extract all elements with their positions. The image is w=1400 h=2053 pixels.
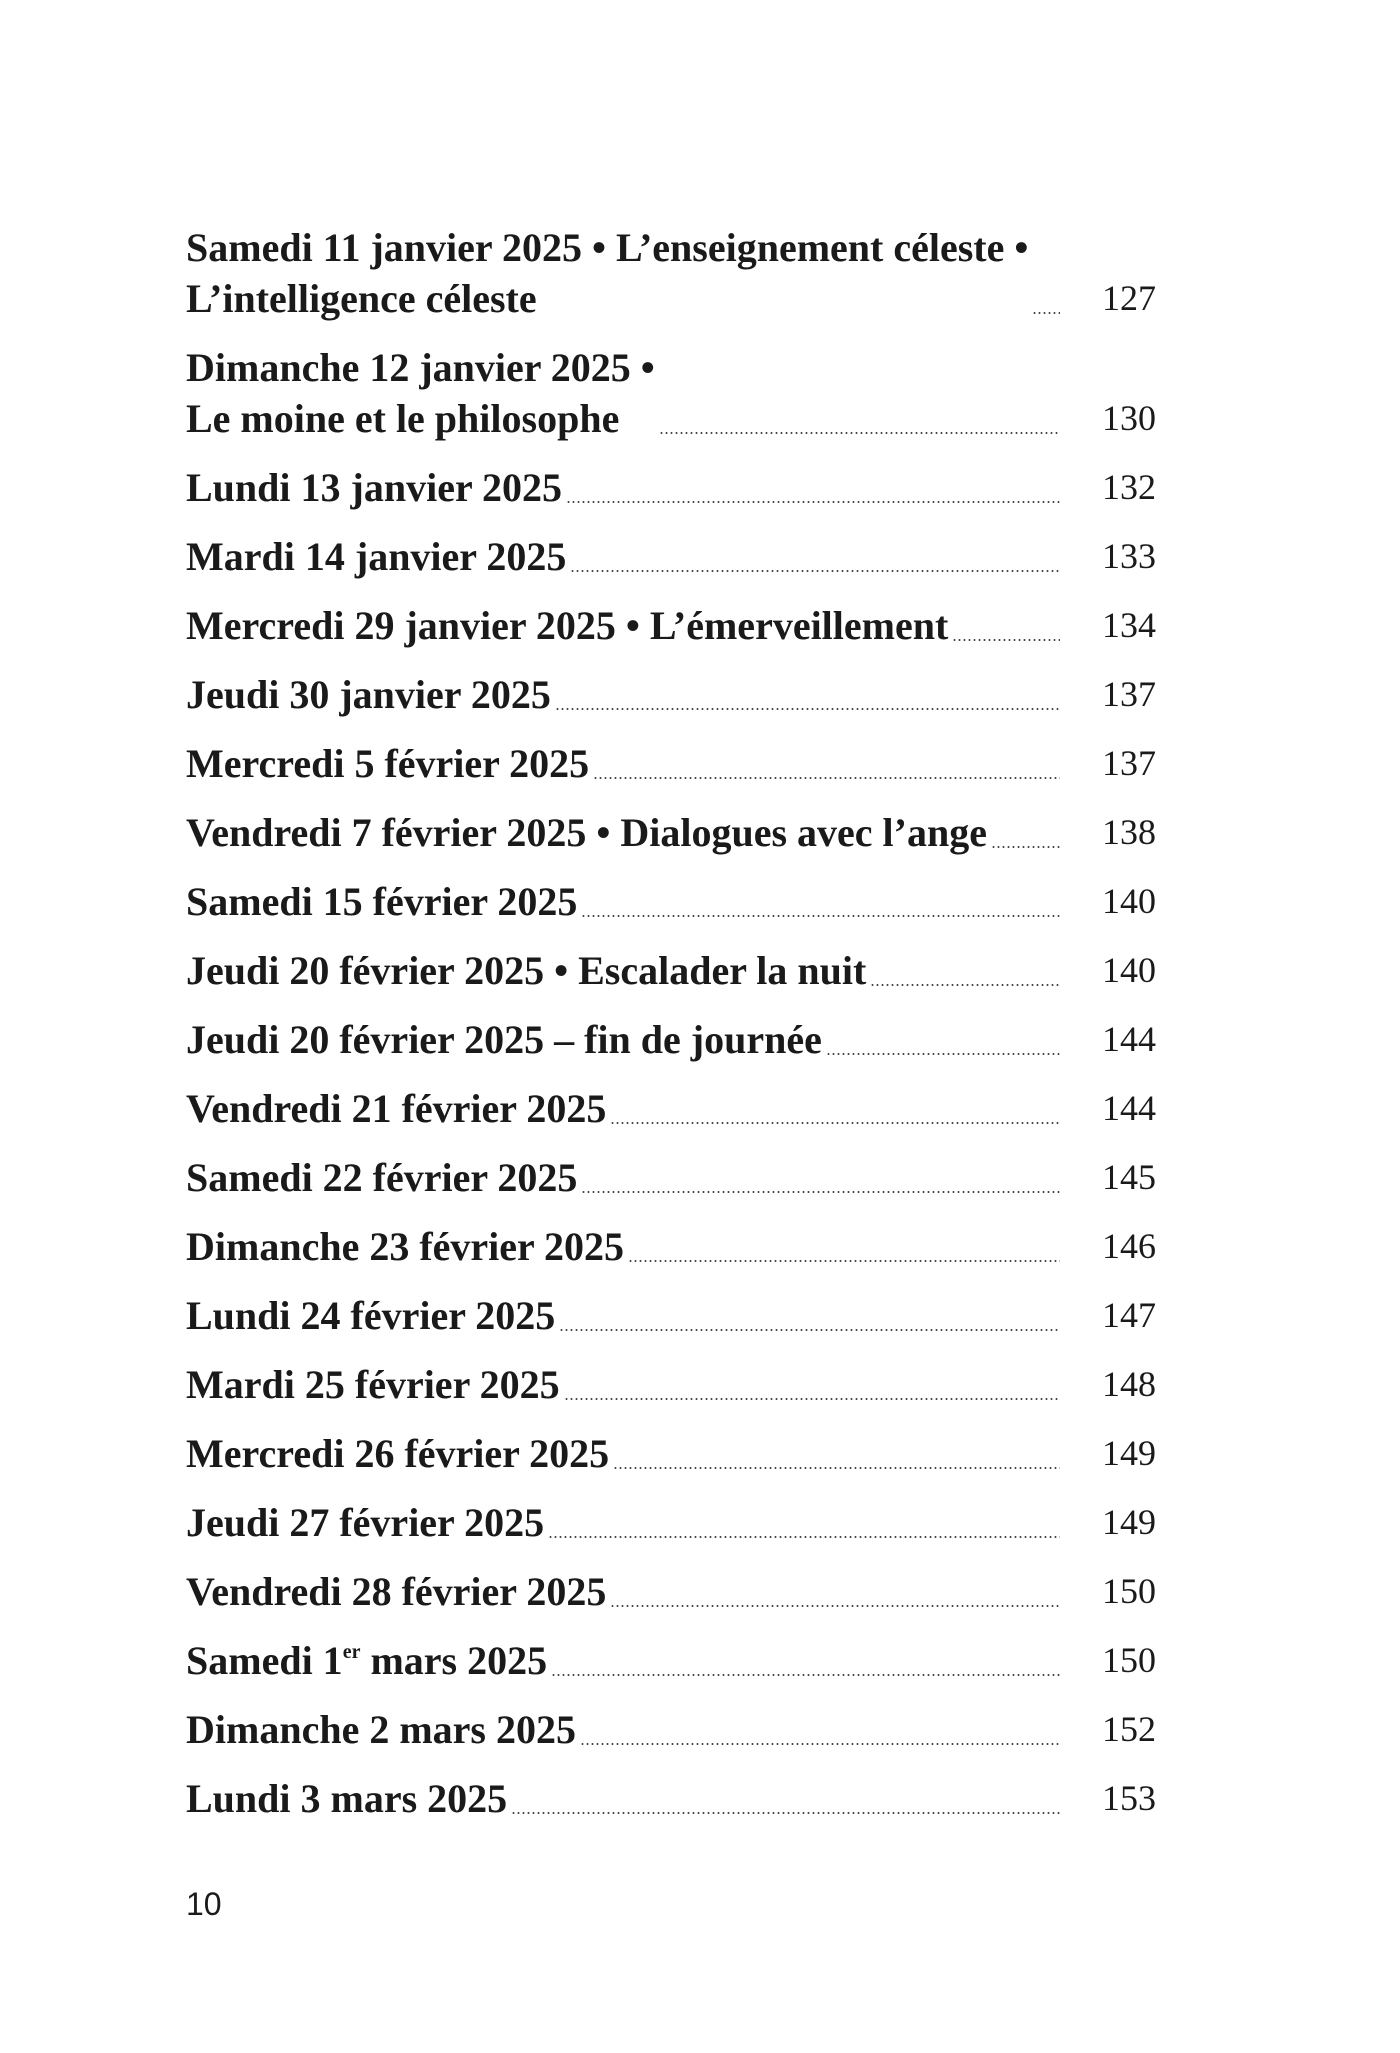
toc-page-number: 133 — [1102, 536, 1156, 576]
toc-entry — [186, 1497, 1156, 1548]
toc-entry-title: Samedi 22 février 2025 — [186, 1155, 578, 1200]
toc-page-number: 127 — [1102, 278, 1156, 318]
toc-entry — [186, 1290, 1156, 1341]
toc-page-number: 150 — [1102, 1571, 1156, 1611]
toc-page-number: 149 — [1102, 1502, 1156, 1542]
dot-leader — [870, 984, 1060, 986]
toc-page-number: 144 — [1102, 1019, 1156, 1059]
toc-entry — [186, 807, 1156, 858]
dot-leader — [564, 1398, 1060, 1400]
toc-entry — [186, 1221, 1156, 1272]
toc-page-number: 148 — [1102, 1364, 1156, 1404]
toc-entry — [186, 342, 1156, 444]
toc-entry-title: Lundi 3 mars 2025 — [186, 1776, 508, 1821]
dot-leader — [559, 1329, 1060, 1331]
toc-entry-title: Vendredi 21 février 2025 — [186, 1086, 607, 1131]
dot-leader — [1032, 312, 1060, 314]
toc-entry — [186, 1014, 1156, 1065]
toc-page-number: 144 — [1102, 1088, 1156, 1128]
dot-leader — [610, 1605, 1060, 1607]
dot-leader — [580, 1743, 1060, 1745]
toc-entry-title: Mardi 25 février 2025 — [186, 1362, 560, 1407]
toc-page-number: 130 — [1102, 398, 1156, 438]
toc-entry-title: Lundi 13 janvier 2025 — [186, 465, 562, 510]
toc-entry — [186, 738, 1156, 789]
toc-entry-title: Jeudi 20 février 2025 • Escalader la nuit — [186, 948, 867, 993]
toc-entry — [186, 1566, 1156, 1617]
toc-entry-title: Jeudi 27 février 2025 — [186, 1500, 545, 1545]
toc-page-number: 153 — [1102, 1778, 1156, 1818]
dot-leader — [548, 1536, 1060, 1538]
dot-leader — [610, 1122, 1060, 1124]
toc-entry-title: Mercredi 5 février 2025 — [186, 741, 590, 786]
toc-page-number: 149 — [1102, 1433, 1156, 1473]
dot-leader — [570, 570, 1060, 572]
dot-leader — [826, 1053, 1060, 1055]
toc-page-number: 150 — [1102, 1640, 1156, 1680]
toc-entry-title: L’intelligence céleste — [186, 276, 537, 321]
title-text: Samedi 1 — [186, 1638, 343, 1683]
toc-entry-title: Samedi 15 février 2025 — [186, 879, 578, 924]
toc-page-number: 145 — [1102, 1157, 1156, 1197]
dot-leader — [952, 639, 1060, 641]
toc-page-number: 147 — [1102, 1295, 1156, 1335]
dot-leader — [555, 708, 1060, 710]
ordinal-superscript: er — [342, 1641, 361, 1663]
toc-entry-title: Dimanche 2 mars 2025 — [186, 1707, 576, 1752]
toc-entry — [186, 1773, 1156, 1824]
toc-entry — [186, 876, 1156, 927]
toc-entry — [186, 945, 1156, 996]
dot-leader — [511, 1812, 1060, 1814]
dot-leader — [566, 501, 1060, 503]
title-text: mars 2025 — [360, 1638, 548, 1683]
dot-leader — [991, 846, 1060, 848]
toc-page-number: 137 — [1102, 743, 1156, 783]
toc-entry — [186, 1152, 1156, 1203]
toc-entry — [186, 222, 1156, 324]
toc-entry-title — [186, 1635, 547, 1686]
toc-entry-title: Mardi 14 janvier 2025 — [186, 534, 567, 579]
toc-page-number: 132 — [1102, 467, 1156, 507]
table-of-contents — [186, 222, 1156, 1842]
toc-entry — [186, 1704, 1156, 1755]
toc-entry-title: Jeudi 30 janvier 2025 — [186, 672, 551, 717]
toc-entry — [186, 669, 1156, 720]
toc-entry-title: Le moine et le philosophe — [186, 396, 620, 441]
toc-entry-title: Dimanche 23 février 2025 — [186, 1224, 625, 1269]
toc-entry-title: Mercredi 29 janvier 2025 • L’émerveillement — [186, 603, 949, 648]
toc-entry-title: Mercredi 26 février 2025 — [186, 1431, 610, 1476]
toc-page-number: 138 — [1102, 812, 1156, 852]
toc-entry-title: Jeudi 20 février 2025 – fin de journée — [186, 1017, 822, 1062]
page-folio: 10 — [186, 1886, 222, 1922]
dot-leader — [581, 915, 1060, 917]
toc-entry — [186, 1428, 1156, 1479]
toc-entry — [186, 1635, 1156, 1686]
toc-entry-title: Lundi 24 février 2025 — [186, 1293, 556, 1338]
dot-leader — [659, 432, 1060, 434]
toc-page-number: 152 — [1102, 1709, 1156, 1749]
toc-entry — [186, 531, 1156, 582]
toc-page-number: 134 — [1102, 605, 1156, 645]
toc-page-number: 140 — [1102, 881, 1156, 921]
toc-page-number: 146 — [1102, 1226, 1156, 1266]
toc-entry-title-line1: Dimanche 12 janvier 2025 • — [186, 345, 655, 390]
toc-entry — [186, 1359, 1156, 1410]
toc-entry-title: Vendredi 7 février 2025 • Dialogues avec l’ange — [186, 810, 987, 855]
dot-leader — [551, 1674, 1060, 1676]
toc-entry — [186, 462, 1156, 513]
dot-leader — [628, 1260, 1060, 1262]
dot-leader — [581, 1191, 1060, 1193]
toc-page-number: 137 — [1102, 674, 1156, 714]
dot-leader — [613, 1467, 1060, 1469]
dot-leader — [593, 777, 1060, 779]
toc-entry — [186, 1083, 1156, 1134]
toc-page-number: 140 — [1102, 950, 1156, 990]
toc-entry-title-line1: Samedi 11 janvier 2025 • L’enseignement céleste • — [186, 225, 1029, 270]
toc-entry-title: Vendredi 28 février 2025 — [186, 1569, 607, 1614]
toc-entry — [186, 600, 1156, 651]
